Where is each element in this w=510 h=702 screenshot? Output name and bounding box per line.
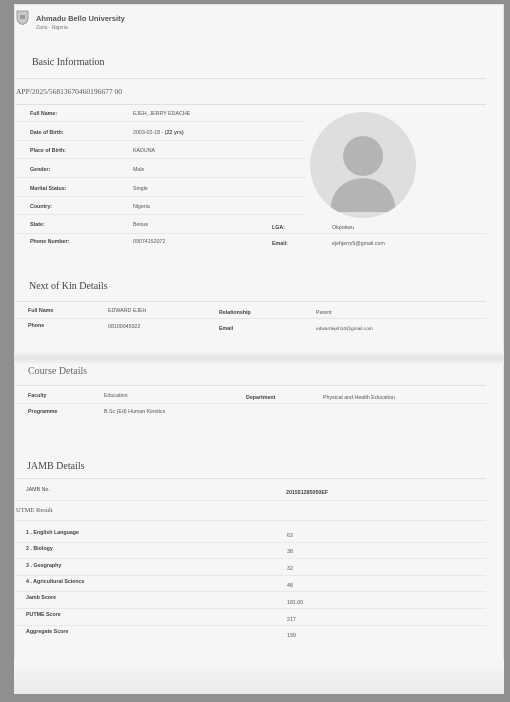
- university-name: Ahmadu Bello University: [36, 14, 125, 23]
- university-location: Zaria - Nigeria: [36, 25, 68, 31]
- divider: [16, 78, 486, 79]
- faculty-value: Education: [104, 393, 128, 399]
- dob-date: 2003-02-18 -: [133, 130, 164, 136]
- email-value: ejehjerry5@gmail.com: [332, 241, 385, 247]
- jamb-number-value: 201551285050EF: [286, 490, 329, 496]
- divider: [16, 104, 486, 105]
- paper-fold: [14, 351, 504, 365]
- gender-label: Gender:: [30, 167, 51, 173]
- divider: [16, 301, 486, 302]
- kin-email-label: Email: [219, 326, 234, 332]
- jamb-score-value: 181.00: [287, 600, 304, 606]
- phone-label: Phone Number:: [30, 239, 70, 245]
- row-divider: [16, 233, 486, 234]
- row-divider: [16, 177, 306, 178]
- phone-value: 09074152072: [133, 239, 166, 245]
- jamb-number-label: JAMB No.: [26, 487, 50, 493]
- lga-label: LGA:: [272, 225, 285, 231]
- subject-score: 63: [287, 533, 293, 539]
- row-divider: [16, 575, 486, 576]
- aggregate-score-label: Aggregate Score: [26, 629, 69, 635]
- next-of-kin-title: Next of Kin Details: [29, 281, 108, 292]
- lga-value: Okpokwu: [332, 225, 355, 231]
- full-name-value: EJEH, JERRY EDACHE: [133, 111, 191, 117]
- marital-status-value: Single: [133, 186, 148, 192]
- row-divider: [16, 158, 306, 159]
- row-divider: [16, 500, 486, 501]
- row-divider: [16, 121, 306, 122]
- divider: [16, 478, 486, 479]
- place-of-birth-value: KADUNA: [133, 148, 156, 154]
- row-divider: [16, 591, 486, 592]
- row-divider: [16, 520, 486, 521]
- department-value: Physical and Health Education: [323, 395, 395, 401]
- gender-value: Male: [133, 167, 145, 173]
- kin-relationship-label: Relationship: [219, 310, 251, 316]
- application-number: APP/2025/56813670460196677 00: [16, 87, 123, 96]
- jamb-details-title: JAMB Details: [27, 461, 85, 472]
- country-label: Country:: [30, 204, 53, 210]
- subject-score: 32: [287, 566, 293, 572]
- basic-info-title: Basic Information: [32, 57, 105, 68]
- kin-relationship-value: Parent: [316, 310, 332, 316]
- row-divider: [16, 214, 306, 215]
- divider: [16, 385, 486, 386]
- row-divider: [16, 608, 486, 609]
- age-value: (22 yrs): [164, 130, 184, 136]
- country-value: Nigeria: [133, 204, 150, 210]
- dob-label: Date of Birth:: [30, 130, 64, 136]
- subject-label: 2 . Biology: [26, 546, 53, 552]
- row-divider: [16, 140, 306, 141]
- row-divider: [16, 542, 486, 543]
- marital-status-label: Marital Status:: [30, 186, 67, 192]
- faculty-label: Faculty: [28, 393, 47, 399]
- place-of-birth-label: Place of Birth:: [30, 148, 66, 154]
- row-divider: [16, 318, 486, 319]
- kin-email-value: edwardejeh10@gmail.com: [316, 327, 373, 332]
- university-logo: [16, 10, 29, 25]
- subject-label: 3 . Geography: [26, 563, 62, 569]
- programme-value: B.Sc (Ed) Human Kinetics: [104, 409, 166, 415]
- course-details-title: Course Details: [28, 366, 88, 377]
- jamb-score-label: Jamb Score: [26, 595, 57, 601]
- subject-label: 4 . Agricultural Science: [26, 579, 85, 585]
- utme-result-title: UTME Result: [16, 507, 53, 514]
- subject-label: 1 . English Language: [26, 530, 79, 536]
- passport-photo: [310, 112, 416, 218]
- row-divider: [16, 625, 486, 626]
- dob-value: [133, 130, 184, 136]
- state-label: State:: [30, 222, 45, 228]
- aggregate-score-value: 199: [287, 633, 296, 639]
- kin-phone-value: 08100045922: [108, 324, 141, 330]
- department-label: Department: [246, 395, 276, 401]
- email-label: Email:: [272, 241, 288, 247]
- subject-score: 38: [287, 549, 293, 555]
- subject-score: 48: [287, 583, 293, 589]
- putme-score-value: 217: [287, 617, 296, 623]
- putme-score-label: PUTME Score: [26, 612, 61, 618]
- kin-fullname-label: Full Name: [28, 308, 54, 314]
- full-name-label: Full Name:: [30, 111, 58, 117]
- row-divider: [16, 196, 306, 197]
- kin-phone-label: Phone: [28, 323, 45, 329]
- paper-fold: [14, 659, 504, 694]
- row-divider: [16, 403, 486, 404]
- state-value: Benue: [133, 222, 149, 228]
- row-divider: [16, 558, 486, 559]
- programme-label: Programme: [28, 409, 58, 415]
- kin-fullname-value: EDWARD EJEH: [108, 308, 147, 314]
